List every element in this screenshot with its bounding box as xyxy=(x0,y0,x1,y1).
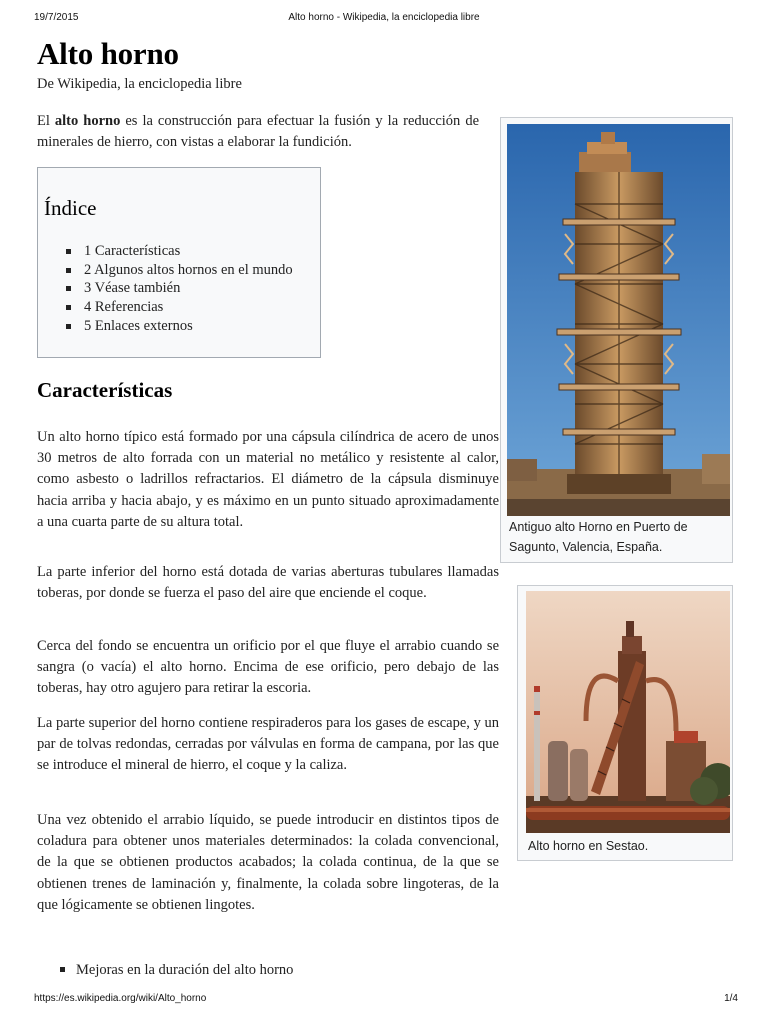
toc-item-label: 1 Características xyxy=(84,243,181,259)
sestao-furnace-image[interactable] xyxy=(526,591,730,833)
lead-bold-term: alto horno xyxy=(54,113,121,129)
bullet-icon xyxy=(66,249,71,254)
toc-item-label: 3 Véase también xyxy=(84,280,181,297)
paragraph-5: Una vez obtenido el arrabio líquido, se puede introducir en distintos tipos de coladura para obtener unos materiales determinados: la colada convencional, de la que se obtienen productos acabados; la colada continua, de la que se obtienen trenes de laminación y, finalmente, la colada sobre lingoteras, de la que lógicamente se obtienen lingotes. xyxy=(37,812,499,913)
page-title: Alto horno xyxy=(37,36,179,71)
print-page-title: Alto horno - Wikipedia, la enciclopedia libre xyxy=(288,12,480,23)
lead-prefix: El xyxy=(37,113,55,129)
bullet-icon xyxy=(66,286,71,291)
section-heading: Características xyxy=(37,378,173,402)
list-item-label: Mejoras en la duración del alto horno xyxy=(76,962,294,978)
paragraph-4: La parte superior del horno contiene respiraderos para los gases de escape, y un par de tolvas redondas, cerradas por válvulas en forma de campana, por las que se introduce el mineral de hierro, el coque y la caliza. xyxy=(37,715,499,774)
sestao-furnace-illustration xyxy=(526,591,730,833)
print-footer xyxy=(0,993,768,1007)
toc-item-label: 2 Algunos altos hornos en el mundo xyxy=(84,261,293,278)
paragraph-3: Cerca del fondo se encuentra un orificio por el que fluye el arrabio cuando se sangra (o vacía) el alto horno. Encima de ese orificio, pero debajo de las toberas, hay otro agujero para retirar la escoria. xyxy=(37,638,499,697)
page-number: 1/4 xyxy=(724,993,738,1004)
toc-item-caracteristicas[interactable] xyxy=(66,242,293,261)
figure-sagunto xyxy=(500,117,733,563)
lead-paragraph xyxy=(37,111,479,153)
sagunto-furnace-illustration xyxy=(507,124,730,516)
print-url: https://es.wikipedia.org/wiki/Alto_horno xyxy=(34,993,207,1004)
page-tagline: De Wikipedia, la enciclopedia libre xyxy=(37,76,242,92)
figure-sestao xyxy=(517,585,733,861)
toc-item-label: 4 Referencias xyxy=(84,299,164,316)
paragraph-2: La parte inferior del horno está dotada de varias aberturas tubulares llamadas toberas, por donde se fuerza el paso del aire que enciende el coque. xyxy=(37,564,499,602)
figure-caption-sagunto: Antiguo alto Horno en Puerto de Sagunto, Valencia, España. xyxy=(509,520,688,554)
table-of-contents xyxy=(37,167,321,358)
paragraph-1: Un alto horno típico está formado por una cápsula cilíndrica de acero de unos 30 metros de alto forrada con un material no metálico y resistente al calor, como asbesto o ladrillos refractarios. El diámetro de la cápsula disminuye hacia arriba y hacia abajo, y es máximo en un punto situado aproximadamente a una cuarta parte de su altura total. xyxy=(37,429,499,530)
toc-item-referencias[interactable] xyxy=(66,298,293,317)
toc-item-enlaces-externos[interactable] xyxy=(66,317,293,336)
bullet-icon xyxy=(66,305,71,310)
sagunto-furnace-image[interactable] xyxy=(507,124,730,516)
bullet-icon xyxy=(66,324,71,329)
bullet-icon xyxy=(66,268,71,273)
print-date: 19/7/2015 xyxy=(34,12,79,23)
toc-title: Índice xyxy=(44,196,97,220)
lead-suffix: es la construcción para efectuar la fusión y la reducción de minerales de hierro, con vistas a elaborar la fundición. xyxy=(37,113,479,150)
list-item xyxy=(60,960,293,980)
bullet-icon xyxy=(60,967,65,972)
toc-item-vease-tambien[interactable] xyxy=(66,279,293,298)
print-header xyxy=(0,12,768,26)
toc-item-label: 5 Enlaces externos xyxy=(84,317,193,334)
figure-caption-sestao: Alto horno en Sestao. xyxy=(528,839,649,853)
bullet-list xyxy=(60,960,293,980)
toc-item-altos-hornos[interactable] xyxy=(66,261,293,280)
toc-list xyxy=(66,242,293,336)
